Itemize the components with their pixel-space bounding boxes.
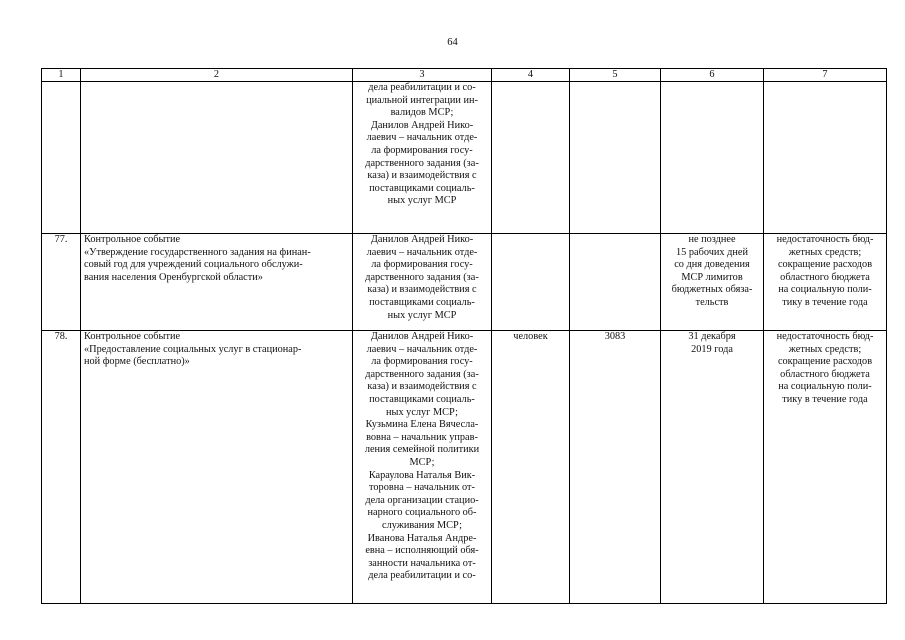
column-number-row bbox=[42, 69, 887, 82]
value-cell bbox=[570, 82, 661, 234]
unit-cell bbox=[492, 234, 570, 331]
row-number-cell: 78. bbox=[42, 331, 81, 604]
risks-cell: недостаточность бюд- жетных средств; сокращение расходов областного бюджета на социальную поли- тику в течение года bbox=[764, 234, 887, 331]
event-cell: Контрольное событие «Утверждение государственного задания на финан- совый год для учреждений социального обслужи- вания населения Оренбургской области» bbox=[81, 234, 353, 331]
table-row bbox=[42, 234, 887, 331]
value-cell: 3083 bbox=[570, 331, 661, 604]
deadline-cell: не позднее 15 рабочих дней со дня доведения МСР лимитов бюджетных обяза- тельств bbox=[661, 234, 764, 331]
column-number-5: 5 bbox=[570, 69, 661, 82]
unit-cell bbox=[492, 82, 570, 234]
risks-cell bbox=[764, 82, 887, 234]
responsible-cell: Данилов Андрей Нико- лаевич – начальник отде- ла формирования госу- дарственного задания (за- каза) и взаимодействия с поставщиками социаль- ных услуг МСР bbox=[353, 234, 492, 331]
event-cell: Контрольное событие «Предоставление социальных услуг в стационар- ной форме (бесплатно)» bbox=[81, 331, 353, 604]
risks-cell: недостаточность бюд- жетных средств; сокращение расходов областного бюджета на социальную поли- тику в течение года bbox=[764, 331, 887, 604]
row-number-cell bbox=[42, 82, 81, 234]
page-number: 64 bbox=[447, 37, 458, 48]
column-number-2: 2 bbox=[81, 69, 353, 82]
column-number-6: 6 bbox=[661, 69, 764, 82]
table-row bbox=[42, 82, 887, 234]
responsible-cell: Данилов Андрей Нико- лаевич – начальник отде- ла формирования госу- дарственного задания (за- каза) и взаимодействия с поставщиками социаль- ных услуг МСР; Кузьмина Елена Вячесла- вовна – начальник управ- ления семейной политики МСР; Караулова Наталья Вик- торовна – начальник от- дела организации стацио- нарного социального об- служивания МСР; Иванова Наталья Андре- евна – исполняющий обя- занности начальника от- дела реабилитации и со- bbox=[353, 331, 492, 604]
unit-cell: человек bbox=[492, 331, 570, 604]
column-number-4: 4 bbox=[492, 69, 570, 82]
row-number-cell: 77. bbox=[42, 234, 81, 331]
responsible-cell: дела реабилитации и со- циальной интеграции ин- валидов МСР; Данилов Андрей Нико- лаевич – начальник отде- ла формирования госу- дарственного задания (за- каза) и взаимодействия с поставщиками социаль- ных услуг МСР bbox=[353, 82, 492, 234]
deadline-cell: 31 декабря 2019 года bbox=[661, 331, 764, 604]
table-row bbox=[42, 331, 887, 604]
column-number-3: 3 bbox=[353, 69, 492, 82]
event-table bbox=[41, 68, 887, 604]
deadline-cell bbox=[661, 82, 764, 234]
column-number-7: 7 bbox=[764, 69, 887, 82]
value-cell bbox=[570, 234, 661, 331]
event-cell bbox=[81, 82, 353, 234]
column-number-1: 1 bbox=[42, 69, 81, 82]
